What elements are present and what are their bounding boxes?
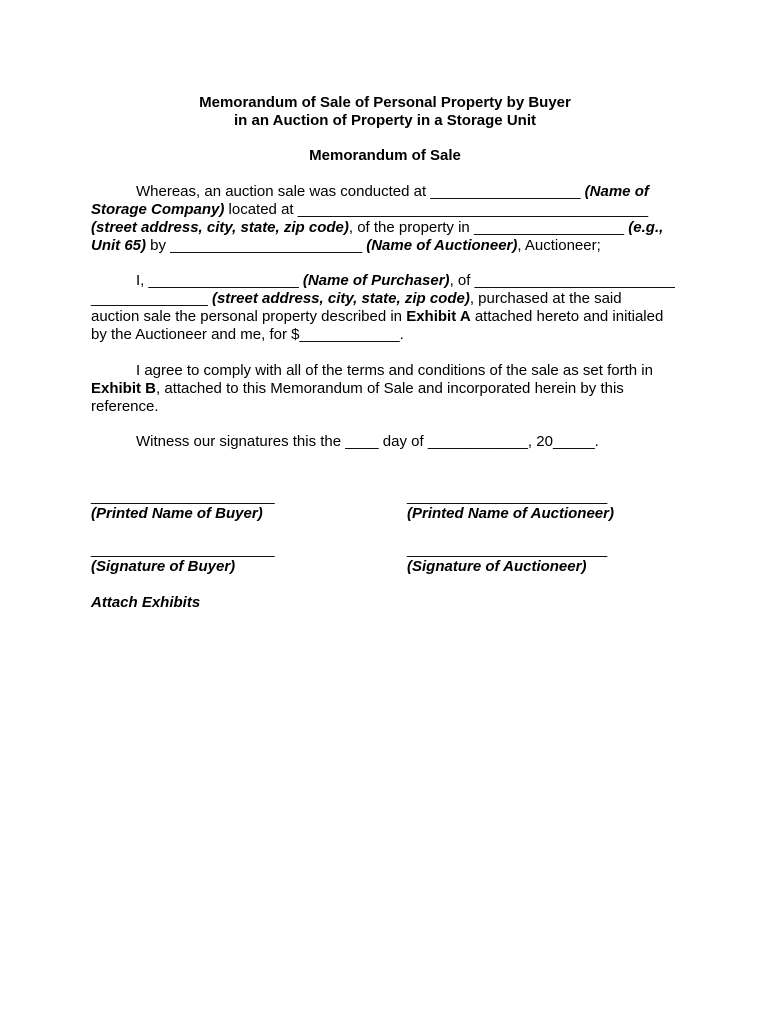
printed-name-auctioneer-label: (Printed Name of Auctioneer) bbox=[407, 505, 614, 522]
paragraph-purchaser-line-2 bbox=[91, 290, 622, 308]
text: , attached to this Memorandum of Sale and incorporated herein by this bbox=[156, 380, 624, 397]
paragraph-whereas-line-3 bbox=[91, 219, 663, 237]
printed-name-buyer-blank[interactable]: ______________________ bbox=[91, 488, 275, 505]
paragraph-whereas-line-2 bbox=[91, 201, 648, 219]
paragraph-whereas-line-1 bbox=[136, 183, 649, 201]
exhibit-a-reference: Exhibit A bbox=[406, 308, 471, 325]
paragraph-purchaser-line-4: by the Auctioneer and me, for $____________. bbox=[91, 326, 404, 343]
text: , purchased at the said bbox=[469, 290, 622, 307]
document-title-line-2: in an Auction of Property in a Storage Unit bbox=[234, 112, 536, 129]
paragraph-terms-line-3: reference. bbox=[91, 398, 159, 415]
placeholder-label: (e.g., bbox=[628, 219, 664, 236]
placeholder-label: (Name of bbox=[584, 183, 649, 200]
paragraph-purchaser-line-1 bbox=[136, 272, 675, 290]
placeholder-label: (street address, city, state, zip code) bbox=[211, 290, 470, 307]
text: ______________ bbox=[91, 290, 212, 307]
signature-buyer-blank[interactable]: ______________________ bbox=[91, 541, 275, 558]
printed-name-buyer-label: (Printed Name of Buyer) bbox=[91, 505, 263, 522]
signature-auctioneer-blank[interactable]: ________________________ bbox=[407, 541, 608, 558]
signature-buyer-label: (Signature of Buyer) bbox=[91, 558, 236, 575]
exhibit-b-reference: Exhibit B bbox=[91, 380, 157, 397]
document-title-line-1: Memorandum of Sale of Personal Property by Buyer bbox=[199, 94, 571, 111]
text: Whereas, an auction sale was conducted at __________________ bbox=[136, 183, 585, 200]
paragraph-terms-line-2 bbox=[91, 380, 624, 398]
placeholder-label: Unit 65) bbox=[91, 237, 147, 254]
signature-auctioneer-label: (Signature of Auctioneer) bbox=[407, 558, 587, 575]
paragraph-whereas-line-4 bbox=[91, 237, 601, 255]
printed-name-auctioneer-blank[interactable]: ________________________ bbox=[407, 488, 608, 505]
text: auction sale the personal property described in bbox=[91, 308, 407, 325]
placeholder-label: (Name of Auctioneer) bbox=[366, 237, 518, 254]
text: by _______________________ bbox=[146, 237, 367, 254]
text: attached hereto and initialed bbox=[470, 308, 664, 325]
text: , of the property in __________________ bbox=[348, 219, 629, 236]
paragraph-purchaser-line-3 bbox=[91, 308, 663, 326]
placeholder-label: (Name of Purchaser) bbox=[302, 272, 450, 289]
placeholder-label: Storage Company) bbox=[91, 201, 225, 218]
attach-exhibits-label: Attach Exhibits bbox=[91, 594, 201, 611]
text: , of ________________________ bbox=[449, 272, 675, 289]
paragraph-terms-line-1: I agree to comply with all of the terms and conditions of the sale as set forth in bbox=[136, 362, 653, 379]
placeholder-label: (street address, city, state, zip code) bbox=[91, 219, 349, 236]
text: I, __________________ bbox=[136, 272, 303, 289]
text: located at __________________________________________ bbox=[224, 201, 649, 218]
document-subtitle: Memorandum of Sale bbox=[309, 147, 461, 164]
paragraph-witness: Witness our signatures this the ____ day of ____________, 20_____. bbox=[136, 433, 599, 450]
text: , Auctioneer; bbox=[517, 237, 601, 254]
